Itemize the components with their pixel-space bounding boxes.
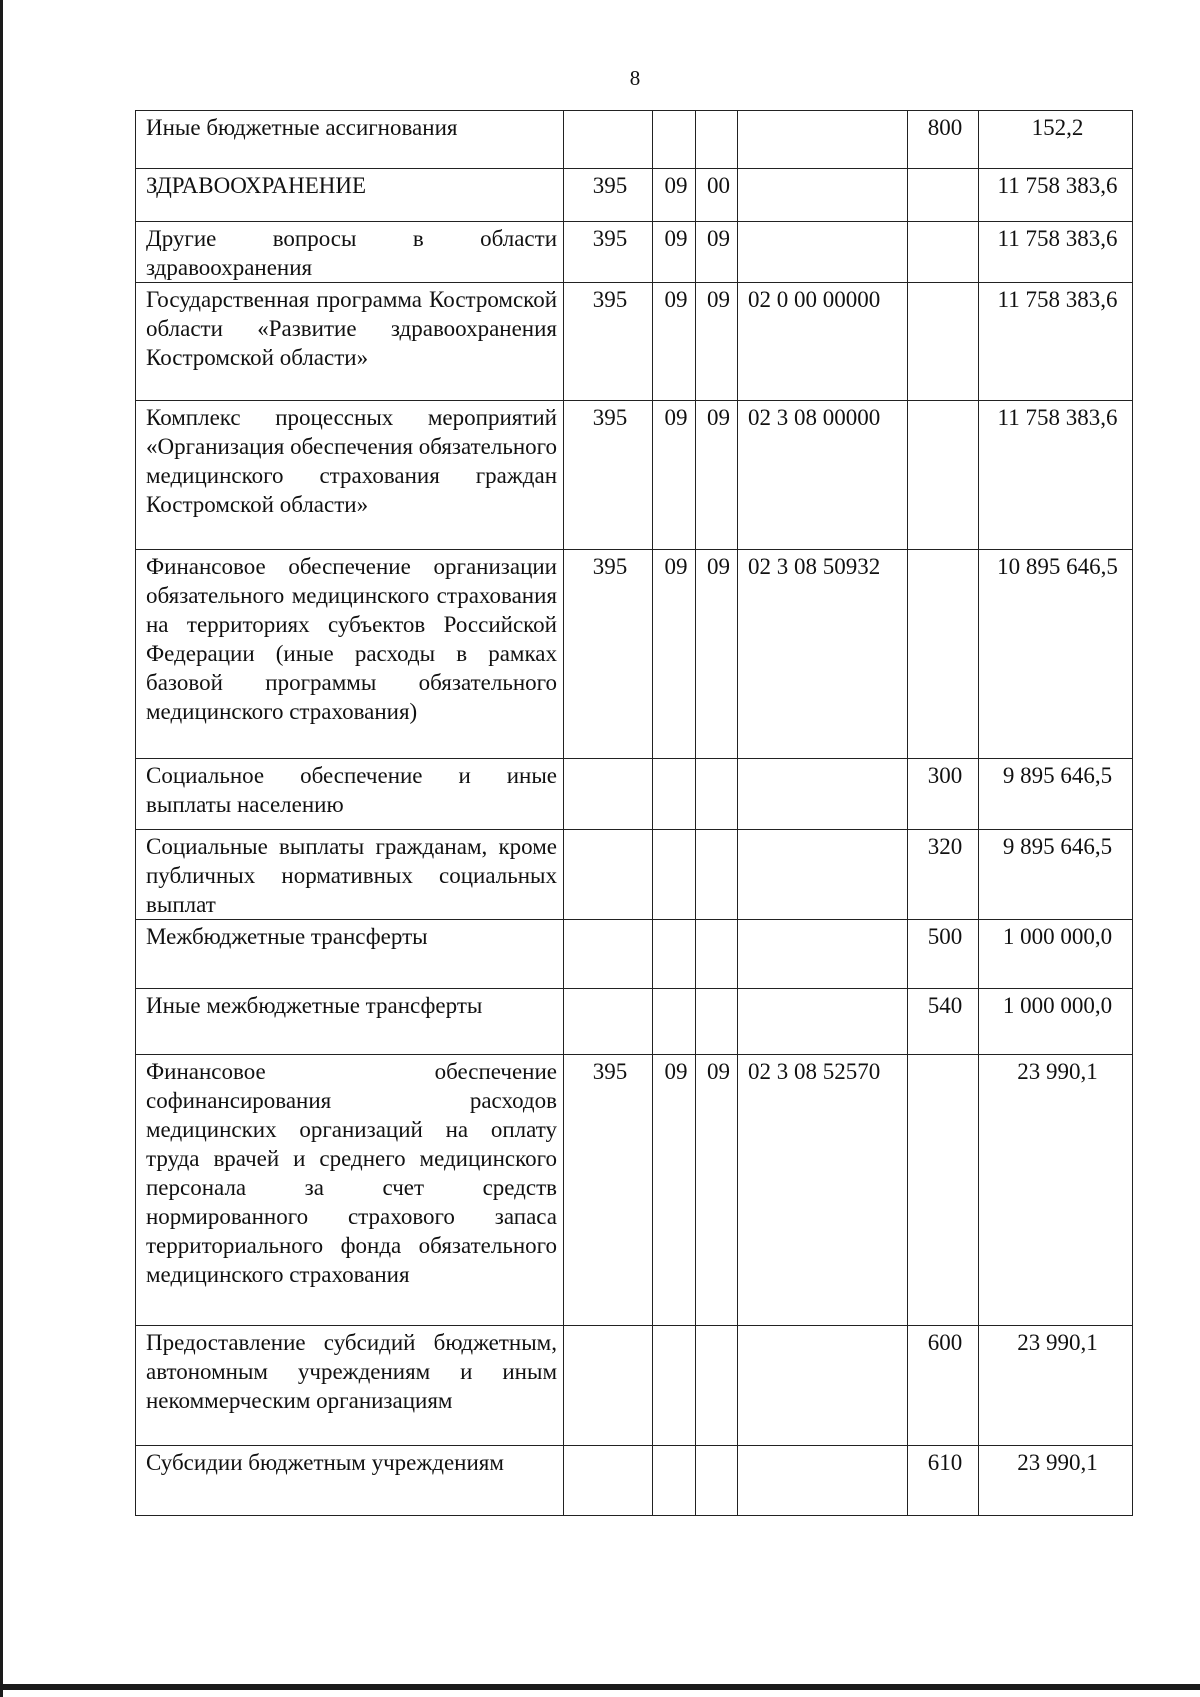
row-name: Другие вопросы в области здравоохранения: [136, 222, 564, 283]
expense-type-code: [908, 550, 979, 759]
ved-code: [564, 830, 653, 920]
row-name: Финансовое обеспечение софинансирования расходов медицинских организаций на оплату труда врачей и среднего медицинского персонала за счет средств нормированного страхового запаса территориального фонда обязательного медицинского страхования: [136, 1055, 564, 1326]
row-name: Социальное обеспечение и иные выплаты населению: [136, 759, 564, 830]
subsection-code: [696, 1326, 738, 1446]
ved-code: 395: [564, 222, 653, 283]
ved-code: [564, 989, 653, 1055]
amount: 11 758 383,6: [979, 169, 1133, 222]
subsection-code: 09: [696, 1055, 738, 1326]
target-article-code: [738, 169, 908, 222]
table-row: [136, 550, 1133, 759]
section-code: [653, 830, 696, 920]
expense-type-code: 320: [908, 830, 979, 920]
amount: 11 758 383,6: [979, 401, 1133, 550]
section-code: [653, 989, 696, 1055]
row-name: Социальные выплаты гражданам, кроме публичных нормативных социальных выплат: [136, 830, 564, 920]
section-code: 09: [653, 222, 696, 283]
table-row: [136, 222, 1133, 283]
amount: 23 990,1: [979, 1326, 1133, 1446]
ved-code: [564, 1326, 653, 1446]
budget-table-body: [136, 111, 1133, 1516]
amount: 11 758 383,6: [979, 222, 1133, 283]
section-code: 09: [653, 1055, 696, 1326]
expense-type-code: [908, 222, 979, 283]
budget-table: [135, 110, 1133, 1516]
amount: 9 895 646,5: [979, 830, 1133, 920]
page-number: 8: [629, 66, 641, 90]
subsection-code: 00: [696, 169, 738, 222]
expense-type-code: [908, 283, 979, 401]
ved-code: 395: [564, 550, 653, 759]
ved-code: [564, 1446, 653, 1516]
section-code: 09: [653, 169, 696, 222]
table-row: [136, 283, 1133, 401]
subsection-code: 09: [696, 283, 738, 401]
target-article-code: 02 3 08 52570: [738, 1055, 908, 1326]
amount: 1 000 000,0: [979, 920, 1133, 989]
expense-type-code: [908, 1055, 979, 1326]
expense-type-code: 540: [908, 989, 979, 1055]
subsection-code: [696, 111, 738, 169]
row-name: Иные межбюджетные трансферты: [136, 989, 564, 1055]
table-row: [136, 111, 1133, 169]
target-article-code: [738, 1326, 908, 1446]
amount: 10 895 646,5: [979, 550, 1133, 759]
subsection-code: [696, 989, 738, 1055]
row-name: ЗДРАВООХРАНЕНИЕ: [136, 169, 564, 222]
table-row: [136, 1055, 1133, 1326]
section-code: [653, 1326, 696, 1446]
ved-code: 395: [564, 169, 653, 222]
amount: 152,2: [979, 111, 1133, 169]
expense-type-code: 500: [908, 920, 979, 989]
amount: 9 895 646,5: [979, 759, 1133, 830]
table-row: [136, 1326, 1133, 1446]
amount: 23 990,1: [979, 1055, 1133, 1326]
subsection-code: [696, 1446, 738, 1516]
scan-border-bottom: [0, 1684, 1200, 1690]
expense-type-code: 600: [908, 1326, 979, 1446]
ved-code: 395: [564, 401, 653, 550]
section-code: [653, 111, 696, 169]
target-article-code: [738, 222, 908, 283]
section-code: [653, 920, 696, 989]
row-name: Субсидии бюджетным учреждениям: [136, 1446, 564, 1516]
row-name: Предоставление субсидий бюджетным, автономным учреждениям и иным некоммерческим организациям: [136, 1326, 564, 1446]
target-article-code: [738, 989, 908, 1055]
table-row: [136, 989, 1133, 1055]
subsection-code: 09: [696, 401, 738, 550]
target-article-code: 02 3 08 50932: [738, 550, 908, 759]
section-code: 09: [653, 401, 696, 550]
table-row: [136, 830, 1133, 920]
table-row: [136, 1446, 1133, 1516]
target-article-code: [738, 920, 908, 989]
section-code: [653, 759, 696, 830]
ved-code: [564, 920, 653, 989]
section-code: 09: [653, 283, 696, 401]
subsection-code: [696, 830, 738, 920]
row-name: Финансовое обеспечение организации обязательного медицинского страхования на территориях субъектов Российской Федерации (иные расходы в рамках базовой программы обязательного медицинского страхования): [136, 550, 564, 759]
ved-code: 395: [564, 283, 653, 401]
ved-code: 395: [564, 1055, 653, 1326]
section-code: [653, 1446, 696, 1516]
subsection-code: [696, 759, 738, 830]
expense-type-code: [908, 401, 979, 550]
table-row: [136, 169, 1133, 222]
expense-type-code: 800: [908, 111, 979, 169]
amount: 23 990,1: [979, 1446, 1133, 1516]
target-article-code: [738, 1446, 908, 1516]
row-name: Иные бюджетные ассигнования: [136, 111, 564, 169]
expense-type-code: 300: [908, 759, 979, 830]
section-code: 09: [653, 550, 696, 759]
scan-border-left: [0, 0, 3, 1697]
subsection-code: 09: [696, 550, 738, 759]
expense-type-code: [908, 169, 979, 222]
target-article-code: [738, 830, 908, 920]
table-row: [136, 920, 1133, 989]
ved-code: [564, 111, 653, 169]
target-article-code: [738, 111, 908, 169]
expense-type-code: 610: [908, 1446, 979, 1516]
table-row: [136, 759, 1133, 830]
target-article-code: [738, 759, 908, 830]
row-name: Комплекс процессных мероприятий «Организация обеспечения обязательного медицинского страхования граждан Костромской области»: [136, 401, 564, 550]
amount: 11 758 383,6: [979, 283, 1133, 401]
ved-code: [564, 759, 653, 830]
amount: 1 000 000,0: [979, 989, 1133, 1055]
subsection-code: [696, 920, 738, 989]
target-article-code: 02 3 08 00000: [738, 401, 908, 550]
row-name: Государственная программа Костромской области «Развитие здравоохранения Костромской области»: [136, 283, 564, 401]
target-article-code: 02 0 00 00000: [738, 283, 908, 401]
row-name: Межбюджетные трансферты: [136, 920, 564, 989]
table-row: [136, 401, 1133, 550]
subsection-code: 09: [696, 222, 738, 283]
